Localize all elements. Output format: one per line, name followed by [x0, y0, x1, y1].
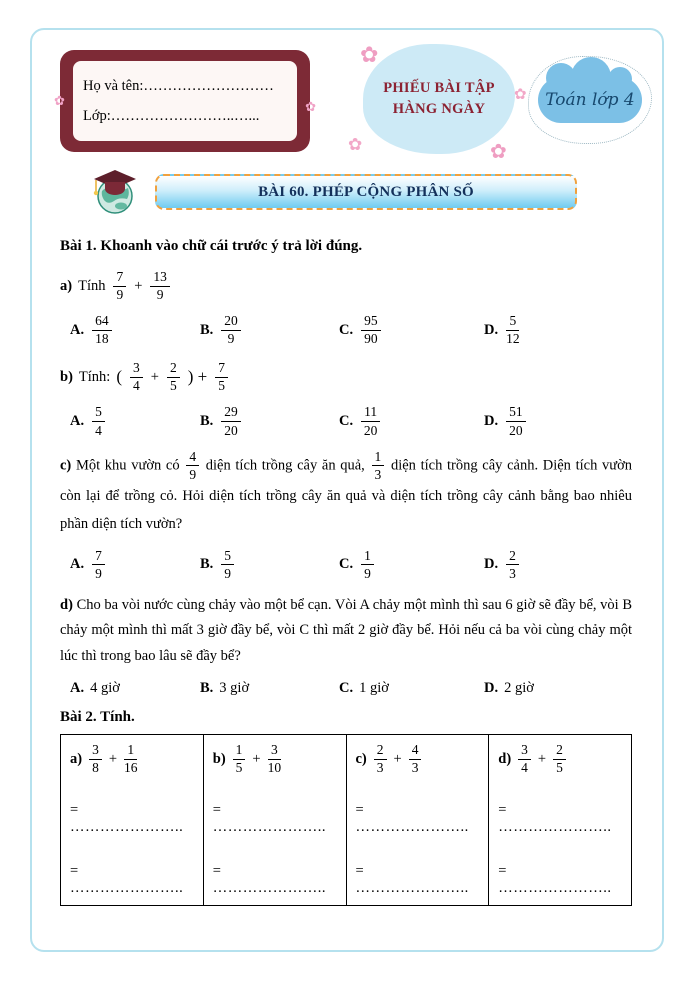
option-text: 1 giờ — [359, 679, 389, 696]
header — [54, 42, 635, 163]
option-letter: D. — [484, 679, 499, 696]
flower-icon: ✿ — [360, 42, 379, 67]
question-lead: Tính — [78, 277, 106, 294]
question-letter: d) — [60, 596, 73, 613]
sheet-title-cloud — [363, 44, 515, 154]
answer-option — [70, 405, 200, 437]
answer-option — [200, 314, 339, 346]
fraction: $\frac{1}{16}$ — [124, 742, 138, 776]
cell-letter: c) — [355, 750, 367, 767]
options-b — [60, 405, 632, 437]
answer-option — [339, 549, 484, 581]
question-letter: c) — [60, 457, 72, 474]
fraction: $\frac{7}{9}$ — [92, 549, 105, 581]
fraction: $\frac{4}{9}$ — [186, 450, 199, 482]
plus-sign: + — [537, 750, 547, 767]
fraction: $\frac{20}{9}$ — [221, 314, 241, 346]
fraction: $\frac{5}{9}$ — [221, 549, 234, 581]
expression — [213, 743, 337, 775]
question-lead: Tính: — [78, 368, 111, 385]
fraction: $\frac{2}{3}$ — [374, 743, 387, 775]
answer-option — [70, 314, 200, 346]
options-c — [60, 549, 632, 581]
grade-badge — [528, 56, 652, 144]
option-text: 3 giờ — [219, 679, 250, 696]
calc-cell-c — [346, 735, 489, 906]
answer-option — [484, 314, 632, 346]
plus-sign: + — [150, 368, 159, 385]
fraction: $\frac{11}{20}$ — [361, 405, 380, 437]
option-text: 2 giờ — [504, 679, 534, 696]
name-field: Họ và tên:……………………… — [83, 77, 274, 94]
grade-label: Toán lớp 4 — [545, 90, 635, 110]
expression — [356, 743, 480, 775]
answer-option — [200, 549, 339, 581]
lesson-banner — [155, 174, 577, 210]
options-d — [60, 677, 632, 699]
cell-letter: d) — [498, 750, 512, 767]
option-letter: D. — [484, 556, 499, 573]
student-info-box — [54, 50, 316, 152]
fraction: $\frac{5}{12}$ — [506, 313, 520, 347]
answer-option — [339, 680, 484, 697]
option-letter: C. — [339, 556, 354, 573]
cell-letter: a) — [70, 750, 83, 767]
answer-blank: = ………………….. — [498, 802, 612, 836]
close-paren: ) + — [187, 367, 208, 387]
flower-icon: ✿ — [305, 99, 316, 114]
answer-option — [484, 549, 632, 581]
question-c — [60, 450, 632, 539]
fraction: $\frac{3}{8}$ — [89, 743, 102, 775]
answer-option — [70, 680, 200, 697]
plus-sign: + — [134, 277, 143, 294]
fraction: $\frac{95}{90}$ — [361, 314, 381, 346]
answer-blank: = ………………….. — [70, 802, 184, 836]
answer-option — [484, 405, 632, 437]
option-letter: C. — [339, 413, 354, 430]
option-text: 4 giờ — [90, 679, 120, 696]
question-a — [60, 268, 632, 304]
fraction: $\frac{5}{4}$ — [92, 405, 105, 437]
flower-icon: ✿ — [490, 141, 507, 163]
lesson-title: BÀI 60. PHÉP CỘNG PHÂN SỐ — [258, 183, 474, 200]
fraction: $\frac{1}{9}$ — [361, 549, 374, 581]
answer-option — [200, 680, 339, 697]
option-letter: D. — [484, 413, 499, 430]
fraction: $\frac{2}{3}$ — [506, 549, 519, 581]
option-letter: D. — [484, 321, 499, 338]
calc-cell-b — [203, 735, 346, 906]
answer-option — [339, 314, 484, 346]
answer-blank: = ………………….. — [355, 802, 469, 836]
options-a — [60, 314, 632, 346]
plus-sign: + — [108, 750, 118, 767]
fraction: $\frac{2}{5}$ — [553, 743, 566, 775]
fraction: $\frac{7}{9}$ — [113, 270, 126, 302]
fraction: $\frac{13}{9}$ — [150, 270, 170, 302]
question-b — [60, 359, 632, 395]
table-row — [61, 735, 632, 906]
class-field: Lớp:……………………..…... — [83, 107, 260, 124]
option-letter: B. — [200, 413, 214, 430]
question-text: diện tích trồng cây ăn quả, — [205, 457, 365, 474]
globe-graduation-icon — [88, 162, 142, 218]
answer-blank: = ………………….. — [355, 863, 469, 897]
answer-option — [70, 549, 200, 581]
fraction: $\frac{29}{20}$ — [221, 405, 241, 437]
fraction: $\frac{3}{4}$ — [130, 361, 143, 393]
option-letter: A. — [70, 679, 85, 696]
fraction: $\frac{1}{3}$ — [372, 450, 385, 482]
answer-option — [200, 405, 339, 437]
question-text: Một khu vườn có — [75, 457, 180, 474]
fraction: $\frac{7}{5}$ — [215, 361, 228, 393]
sheet-title-line1: PHIẾU BÀI TẬP — [383, 80, 495, 96]
exercise2-title: Bài 2. Tính. — [60, 709, 135, 726]
option-letter: C. — [339, 679, 354, 696]
fraction: $\frac{3}{4}$ — [518, 743, 531, 775]
expression — [498, 743, 622, 775]
exercise1-title: Bài 1. Khoanh vào chữ cái trước ý trả lời đúng. — [60, 238, 363, 254]
fraction: $\frac{64}{18}$ — [92, 314, 112, 346]
option-letter: A. — [70, 321, 85, 338]
fraction: $\frac{1}{5}$ — [233, 743, 246, 775]
expression — [70, 743, 194, 775]
option-letter: C. — [339, 321, 354, 338]
fraction: $\frac{4}{3}$ — [409, 743, 422, 775]
option-letter: A. — [70, 556, 85, 573]
option-letter: B. — [200, 321, 214, 338]
option-letter: A. — [70, 413, 85, 430]
student-info-inner — [73, 61, 297, 141]
answer-option — [484, 680, 632, 697]
exercise2-table — [60, 734, 632, 906]
lesson-banner-row — [60, 170, 632, 218]
sheet-title-line2: HÀNG NGÀY — [392, 101, 486, 117]
question-letter: b) — [60, 368, 73, 385]
fraction: $\frac{2}{5}$ — [167, 361, 180, 393]
cloud-shape — [538, 77, 642, 123]
answer-blank: = ………………….. — [212, 863, 326, 897]
calc-cell-a — [61, 735, 204, 906]
page-content — [54, 42, 635, 906]
question-text: diện tích trồng cây cảnh. Diện tích vườn còn lại để trồng cỏ. Hỏi diện tích trồng cây ăn quả và diện tích trồng cây cảnh bằng bao nhiêu phần diện tích vườn? — [60, 457, 633, 533]
question-letter: a) — [60, 277, 73, 294]
flower-icon: ✿ — [54, 93, 65, 108]
plus-sign: + — [252, 750, 261, 767]
open-paren: ( — [116, 367, 122, 387]
answer-blank: = ………………….. — [498, 863, 612, 897]
option-letter: B. — [200, 556, 214, 573]
flower-icon: ✿ — [348, 135, 363, 154]
cell-letter: b) — [212, 750, 226, 767]
answer-blank: = ………………….. — [70, 863, 184, 897]
option-letter: B. — [200, 679, 214, 696]
fraction: $\frac{3}{10}$ — [267, 742, 282, 776]
question-d — [60, 593, 632, 669]
question-text: Cho ba vòi nước cùng chảy vào một bể cạn. Vòi A chảy một mình thì sau 6 giờ sẽ đầy bể, vòi B chảy một mình thì mất 3 giờ đầy bể, vòi C thì mất 2 giờ đầy bể. Hỏi nếu cả ba vòi cùng chảy một lúc thì trong bao lâu sẽ đầy bể? — [60, 596, 632, 664]
answer-blank: = ………………….. — [212, 802, 326, 836]
fraction: $\frac{51}{20}$ — [506, 405, 526, 437]
answer-option — [339, 405, 484, 437]
cloud-bump — [608, 67, 632, 91]
flower-icon: ✿ — [514, 87, 527, 103]
calc-cell-d — [489, 735, 632, 906]
plus-sign: + — [393, 750, 402, 767]
